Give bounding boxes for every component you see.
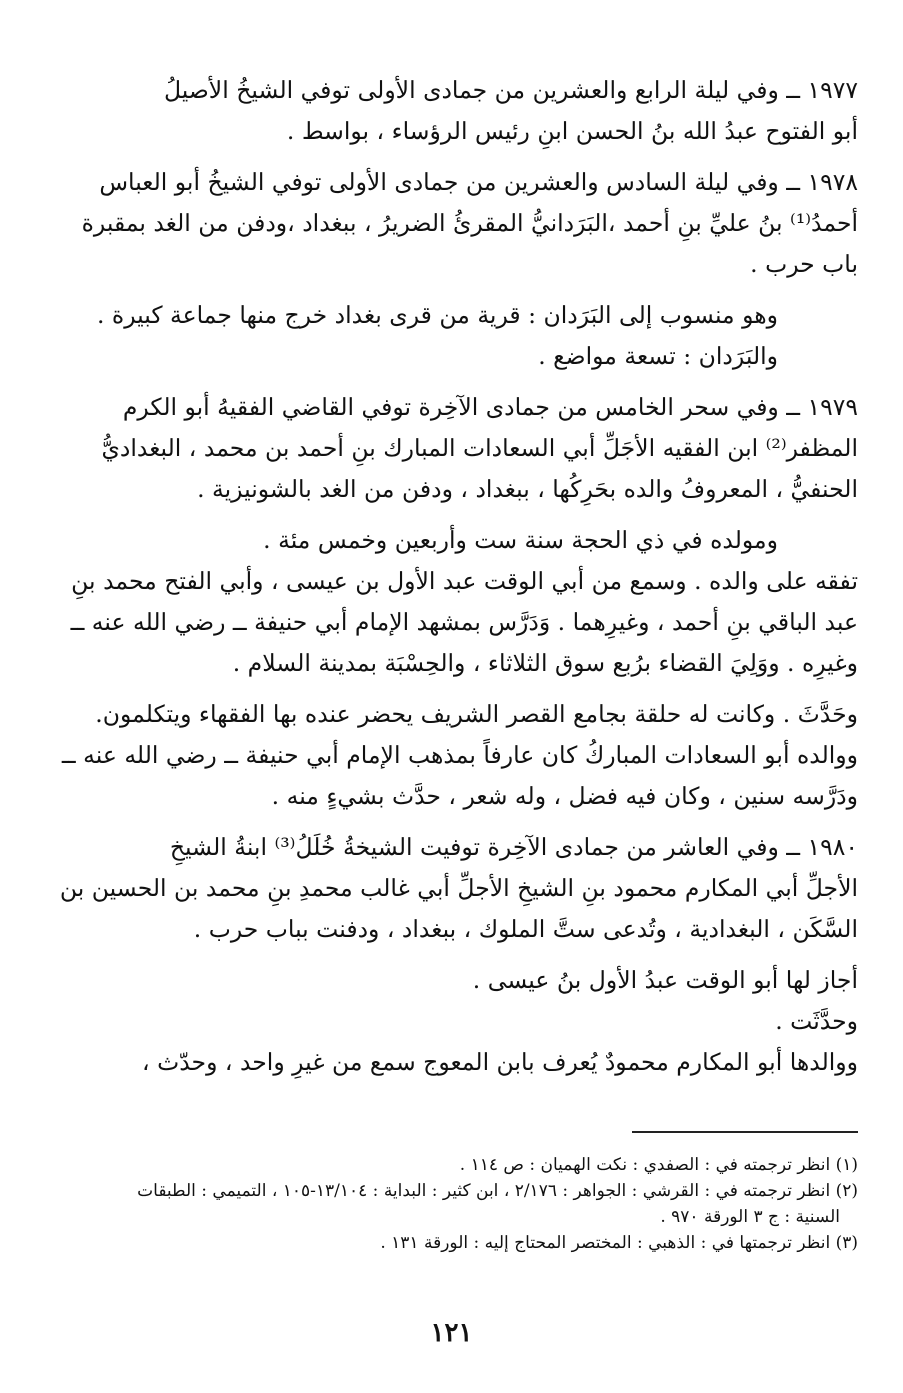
note-line: وهو منسوب إلى البَرَدان : قرية من قرى بغداد خرج منها جماعة كبيرة .	[96, 301, 778, 329]
text-line: وغيرِه . ووَلِيَ القضاء برُبع سوق الثلاثاء ، والحِسْبَة بمدينة السلام .	[232, 649, 858, 677]
text-line: ودَرَّسه سنين ، وكان فيه فضل ، وله شعر ، حدَّث بشيءٍ منه .	[271, 782, 858, 810]
text-line: ١٩٧٨ ــ وفي ليلة السادس والعشرين من جمادى الأولى توفي الشيخُ أبو العباس	[99, 168, 858, 196]
text-line: المظفر⁽²⁾ ابن الفقيه الأجَلِّ أبي السعادات المبارك بنِ أحمد بن محمد ، البغداديُّ	[101, 434, 858, 462]
text-line: أبو الفتوح عبدُ الله بنُ الحسن ابنِ رئيس الرؤساء ، بواسط .	[286, 117, 858, 145]
footnote-3: (٣) انظر ترجمتها في : الذهبي : المختصر المحتاج إليه : الورقة ١٣١ .	[380, 1233, 858, 1253]
text-line: عبد الباقي بنِ أحمد ، وغيرِهما . وَدَرَّس بمشهد الإمام أبي حنيفة ــ رضي الله عنه ــ	[70, 608, 858, 636]
footnotes	[43, 1152, 858, 1256]
footnote-1: (١) انظر ترجمته في : الصفدي : نكت الهميان : ص ١١٤ .	[459, 1155, 858, 1175]
text-line: تفقه على والده . وسمع من أبي الوقت عبد الأول بن عيسى ، وأبي الفتح محمد بنِ	[71, 567, 858, 595]
entry-1978	[43, 162, 858, 377]
main-text	[43, 70, 858, 1083]
text-line: الأجلِّ أبي المكارم محمود بنِ الشيخِ الأجلِّ أبي غالب محمدِ بنِ محمد بن الحسين بن	[59, 874, 858, 902]
text-line: ووالدها أبو المكارم محمودٌ يُعرف بابن المعوج سمع من غيرِ واحد ، وحدّث ،	[142, 1048, 858, 1076]
text-line: ووالده أبو السعادات المباركُ كان عارفاً بمذهب الإمام أبي حنيفة ــ رضي الله عنه ــ	[61, 741, 858, 769]
text-line: وحدَّثَت .	[775, 1007, 858, 1035]
footnote-divider	[632, 1131, 858, 1133]
entry-1979	[43, 387, 858, 817]
text-line: الحنفيُّ ، المعروفُ والده بحَرِكُها ، ببغداد ، ودفن من الغد بالشونيزية .	[197, 475, 858, 503]
text-line: وحَدَّثَ . وكانت له حلقة بجامع القصر الشريف يحضر عنده بها الفقهاء ويتكلمون.	[95, 700, 858, 728]
text-line: باب حرب .	[750, 250, 858, 278]
text-line: أجاز لها أبو الوقت عبدُ الأول بنُ عيسى .	[472, 966, 858, 994]
footnote-2: (٢) انظر ترجمته في : القرشي : الجواهر : ٢/١٧٦ ، ابن كثير : البداية : ١٣/١٠٤-١٠٥ ، التميمي : الطبقات	[137, 1181, 858, 1201]
text-line: أحمدُ⁽¹⁾ بنُ عليِّ بنِ أحمد ،البَرَدانيُّ المقرئُ الضريرُ ، ببغداد ،ودفن من الغد بمقبرة	[81, 209, 858, 237]
text-line: ١٩٧٩ ــ وفي سحر الخامس من جمادى الآخِرة توفي القاضي الفقيهُ أبو الكرم	[122, 393, 858, 421]
text-line: السَّكَن ، البغدادية ، وتُدعى ستَّ الملوك ، ببغداد ، ودفنت بباب حرب .	[193, 915, 858, 943]
page-number: ١٢١	[430, 1318, 473, 1348]
entry-1977	[43, 70, 858, 152]
note-line: والبَرَدان : تسعة مواضع .	[538, 342, 778, 370]
text-line: ومولده في ذي الحجة سنة ست وأربعين وخمس مئة .	[263, 526, 778, 554]
text-line: ١٩٨٠ ــ وفي العاشر من جمادى الآخِرة توفيت الشيخةُ خُلَلُ⁽³⁾ ابنةُ الشيخِ	[169, 833, 858, 861]
footnote-2-continued: السنية : ج ٣ الورقة ٩٧٠ .	[660, 1207, 840, 1227]
text-line: ١٩٧٧ ــ وفي ليلة الرابع والعشرين من جمادى الأولى توفي الشيخُ الأصيلُ	[163, 76, 858, 104]
entry-1980	[43, 827, 858, 1083]
